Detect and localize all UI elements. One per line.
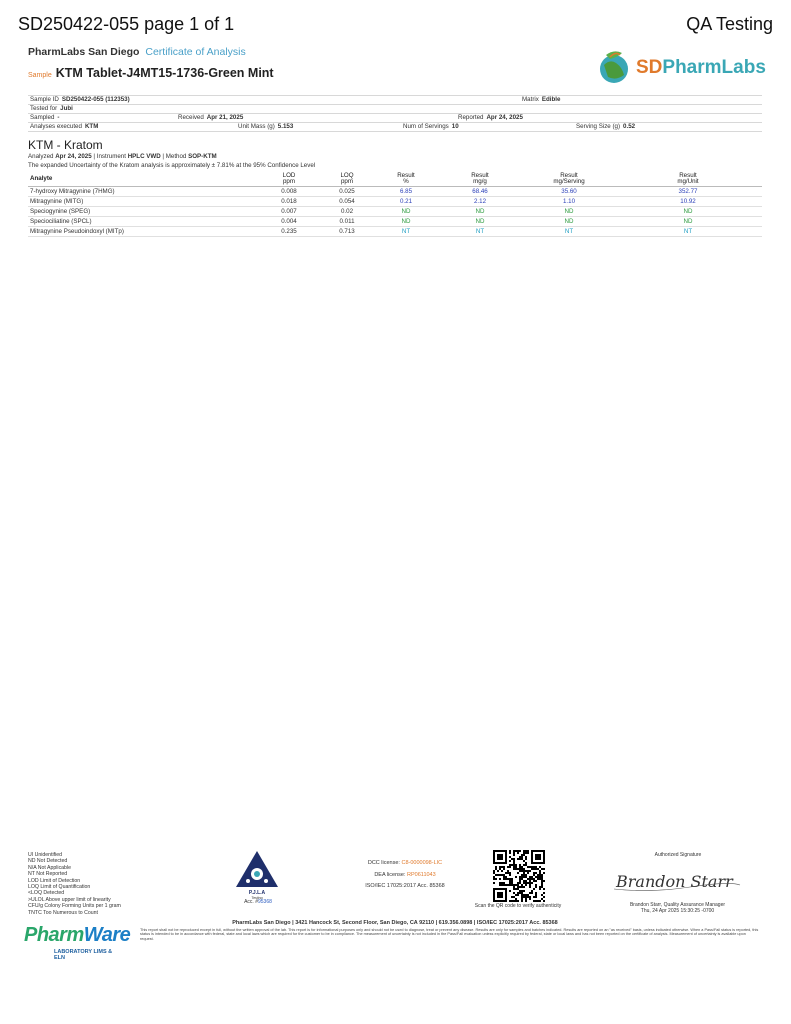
col-result-serving: Result mg/Serving (524, 172, 614, 187)
pjla-triangle-icon (234, 849, 280, 899)
footer-address: PharmLabs San Diego | 3421 Hancock St, Second Floor, San Diego, CA 92110 | 619.356.0898 | ISO/IEC 17025:2017 Acc. 85368 (232, 920, 558, 926)
legend-item: <LOQ Detected (28, 890, 65, 897)
pjla-acc-number: Acc. #95368 (244, 899, 272, 905)
dcc-license: DCC license: C8-0000098-LIC (367, 860, 443, 866)
footer-disclaimer: This report shall not be reproduced except in full, without the written approval of the lab. This report is for informational purposes only and should not be used to diagnose, treat or prevent any disease. Results are only for samples and batches indicated. Results are reported on an "as received" basis, unless indicated otherwise. When a Pass/Fail status is reported, this status is intended to be in accordance with federal, state and local laws which are required for the customer to be in compliance. The measurement of uncertainty is not included in the Pass/Fail evaluation unless explicitly required by federal, state or local laws and has not been reported on the certificate of analysis. Measurement of uncertainty is available upon request. (140, 928, 759, 941)
result-mgg: ND (436, 207, 524, 217)
result-serving: NT (524, 227, 614, 237)
info-row (28, 123, 762, 132)
analyses-field: Analyses executed KTM (30, 123, 99, 130)
sdpharmlabs-logo (596, 47, 766, 87)
signature-header: Authorized Signature (654, 852, 702, 858)
col-lod: LOD ppm (260, 172, 318, 187)
col-result-unit: Result mg/Unit (614, 172, 762, 187)
result-serving: 35.60 (524, 187, 614, 197)
iso-accreditation: ISO/IEC 17025:2017 Acc. 85368 (365, 883, 445, 889)
lod-value: 0.004 (260, 217, 318, 227)
loq-value: 0.02 (318, 207, 376, 217)
table-row (28, 197, 762, 207)
result-serving: ND (524, 207, 614, 217)
reported-field: Reported Apr 24, 2025 (458, 114, 523, 121)
sample-info-block (28, 95, 762, 132)
col-analyte: Analyte (28, 172, 260, 187)
legend-item: CFU/g Colony Forming Units per 1 gram (28, 903, 121, 910)
result-pct: ND (376, 217, 436, 227)
result-unit: NT (614, 227, 762, 237)
result-pct: ND (376, 207, 436, 217)
sample-tag: Sample (28, 72, 52, 79)
results-header-row (28, 172, 762, 187)
svg-text:Brandon Starr: Brandon Starr (616, 872, 733, 891)
page-header (18, 14, 773, 40)
table-row (28, 207, 762, 217)
loq-value: 0.054 (318, 197, 376, 207)
analyte-name: Mitragynine (MITG) (28, 197, 260, 207)
svg-text:P.J.L.A: P.J.L.A (248, 890, 266, 896)
lod-value: 0.008 (260, 187, 318, 197)
legend-item: ND Not Detected (28, 858, 68, 865)
result-pct: 0.21 (376, 197, 436, 207)
loq-value: 0.025 (318, 187, 376, 197)
legend-item: LOQ Limit of Quantification (28, 884, 91, 891)
analyte-name: 7-hydroxy Mitragynine (7HMG) (28, 187, 260, 197)
handwritten-signature (610, 865, 745, 895)
pharmware-tagline: LABORATORY LIMS & ELN (54, 949, 113, 961)
tested-for-field: Tested for Jubi (30, 105, 73, 112)
svg-text:Testing: Testing (251, 896, 263, 899)
loq-value: 0.011 (318, 217, 376, 227)
result-serving: ND (524, 217, 614, 227)
result-unit: 10.92 (614, 197, 762, 207)
table-row (28, 187, 762, 197)
section-title: KTM - Kratom (28, 138, 103, 152)
analyte-name: Mitragynine Pseudoindoxyl (MITp) (28, 227, 260, 237)
pharmware-wordmark: PharmWare (24, 924, 131, 946)
servings-field: Num of Servings 10 (403, 123, 459, 130)
result-unit: ND (614, 207, 762, 217)
legend-item: >ULOL Above upper limit of linearity (28, 896, 111, 903)
result-mgg: 2.12 (436, 197, 524, 207)
lod-value: 0.235 (260, 227, 318, 237)
result-pct: 6.85 (376, 187, 436, 197)
result-mgg: 68.46 (436, 187, 524, 197)
result-unit: 352.77 (614, 187, 762, 197)
dea-license: DEA license: RP0611043 (374, 871, 436, 878)
analyte-name: Speciociliatine (SPCL) (28, 217, 260, 227)
legend-item: LOD Limit of Detection (28, 877, 81, 884)
info-row (28, 105, 762, 114)
result-mgg: ND (436, 217, 524, 227)
table-row (28, 227, 762, 237)
unit-mass-field: Unit Mass (g) 5.153 (238, 123, 294, 130)
uncertainty-note: The expanded Uncertainty of the Kratom analysis is approximately ± 7.81% at the 95% Confidence Level (28, 162, 316, 169)
qa-testing-label: QA Testing (686, 14, 773, 34)
globe-leaf-icon (596, 47, 638, 87)
table-row (28, 217, 762, 227)
verification-qr-code[interactable] (493, 850, 545, 902)
abbreviation-legend (28, 852, 121, 916)
loq-value: 0.713 (318, 227, 376, 237)
sample-line (28, 66, 274, 80)
sampled-field: Sampled - (30, 114, 60, 121)
result-mgg: NT (436, 227, 524, 237)
lod-value: 0.018 (260, 197, 318, 207)
signature-datetime: Thu, 24 Apr 2025 15:30:25 -0700 (640, 908, 715, 914)
sample-name: KTM Tablet-J4MT15-1736-Green Mint (55, 66, 274, 80)
lod-value: 0.007 (260, 207, 318, 217)
col-loq: LOQ ppm (318, 172, 376, 187)
legend-item: TNTC Too Numerous to Count (28, 909, 98, 916)
signature-image (610, 865, 745, 895)
result-pct: NT (376, 227, 436, 237)
serving-size-field: Serving Size (g) 0.52 (576, 123, 636, 130)
analysis-meta: Analyzed Apr 24, 2025 | Instrument HPLC VWD | Method SOP-KTM (28, 153, 217, 160)
signatory (610, 902, 745, 914)
legend-item: UI Unidentified (28, 852, 63, 858)
signatory-name: Brandon Starr, Quality Assurance Manager (629, 902, 726, 908)
qr-code-icon (493, 850, 545, 902)
logo-wordmark: SDPharmLabs (636, 57, 766, 78)
doc-id-page: SD250422-055 page 1 of 1 (18, 14, 235, 34)
results-table (28, 172, 762, 237)
qr-caption: Scan the QR code to verify authenticity (474, 903, 562, 909)
col-result-mgg: Result mg/g (436, 172, 524, 187)
legend-item: NT Not Reported (28, 871, 68, 878)
col-result-pct: Result % (376, 172, 436, 187)
analyte-name: Speciogynine (SPEG) (28, 207, 260, 217)
lab-name: PharmLabs San Diego (28, 46, 140, 58)
result-serving: 1.10 (524, 197, 614, 207)
sample-id-field: Sample ID SD250422-055 (112353) (30, 96, 130, 103)
received-field: Received Apr 21, 2025 (178, 114, 244, 121)
info-row (28, 95, 762, 105)
legend-item: N/A Not Applicable (28, 864, 71, 871)
lab-line (28, 46, 246, 58)
info-row (28, 114, 762, 123)
doc-type: Certificate of Analysis (145, 46, 246, 58)
pharmware-logo (24, 924, 131, 961)
result-unit: ND (614, 217, 762, 227)
licenses-block (340, 858, 470, 893)
matrix-field: Matrix Edible (522, 96, 561, 103)
